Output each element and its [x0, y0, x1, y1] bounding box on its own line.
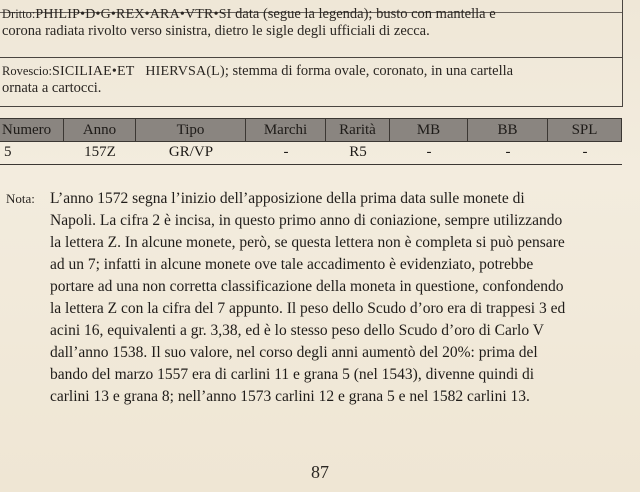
header-marchi: Marchi: [246, 119, 326, 141]
cell-numero: 5: [4, 144, 12, 160]
obverse-line-1: [2, 6, 622, 23]
nota-line: la lettera Z. In alcune monete, però, se questa lettera non è completa si può pensare: [50, 234, 565, 251]
reverse-line-2: ornata a cartocci.: [2, 80, 102, 96]
header-numero: Numero: [0, 119, 64, 141]
obverse-row: [0, 0, 622, 58]
nota-label: Nota:: [6, 191, 35, 206]
nota-line: Napoli. La cifra 2 è incisa, in questo primo anno di coniazione, sempre utilizzando: [50, 212, 563, 229]
nota-line: portare ad una non corretta classificazione della moneta in questione, confondendo: [50, 278, 564, 295]
cell-mb: -: [426, 144, 432, 160]
header-bb: BB: [468, 119, 548, 141]
cell-marchi: -: [283, 144, 289, 160]
cell-spl: -: [582, 144, 588, 160]
cell-tipo: GR/VP: [168, 144, 214, 160]
header-rarita: Rarità: [326, 119, 390, 141]
table-bottom-rule: [0, 164, 622, 165]
reverse-label: Rovescio:: [2, 64, 52, 78]
header-anno: Anno: [64, 119, 136, 141]
cell-rarita: R5: [349, 144, 367, 160]
obverse-legend: PHILIP•D•G•REX•ARA•VTR•SI: [35, 7, 232, 22]
obverse-text-1: data (segue la legenda); busto con mantella e: [231, 6, 496, 22]
obverse-label: Dritto:: [2, 7, 36, 21]
header-tipo: Tipo: [136, 119, 246, 141]
nota-line: ad un 7; infatti in alcune monete ove tale accadimento è evidenziato, potrebbe: [50, 256, 534, 273]
header-spl: SPL: [548, 119, 622, 141]
nota-line: L’anno 1572 segna l’inizio dell’apposizione della prima data sulle monete di: [50, 190, 525, 207]
cell-bb: -: [505, 144, 511, 160]
reverse-row: [0, 59, 622, 106]
nota-line: bando del marzo 1557 era di carlini 11 e grana 5 (nel 1543), divenne quindi di: [50, 366, 535, 383]
reverse-line-1: [2, 63, 622, 80]
nota-line: la lettera Z con la cifra del 7 appunto. Il peso dello Scudo d’oro era di trappesi 3 ed: [50, 300, 566, 317]
nota-line: carlini 13 e grana 8; nell’anno 1573 carlini 12 e grana 5 e nel 1582 carlini 13.: [50, 388, 530, 405]
page-number: 87: [311, 462, 329, 482]
obverse-line-2: corona radiata rivolto verso sinistra, dietro le sigle degli ufficiali di zecca.: [2, 23, 430, 39]
nota-line: dall’anno 1538. Il suo valore, nel corso degli anni aumentò del 20%: prima del: [50, 344, 538, 361]
reverse-text-1: ; stemma di forma ovale, coronato, in una cartella: [224, 63, 514, 79]
nota-line: acini 16, equivalenti a gr. 3,38, ed è lo stesso peso dello Scudo d’oro di Carlo V: [50, 322, 544, 339]
table-header-row: [0, 118, 622, 142]
coin-description-box: [0, 0, 623, 107]
cell-anno: 157Z: [84, 144, 116, 160]
reverse-legend: SICILIAE•ET HIERVSA(L): [52, 64, 225, 79]
header-mb: MB: [390, 119, 468, 141]
